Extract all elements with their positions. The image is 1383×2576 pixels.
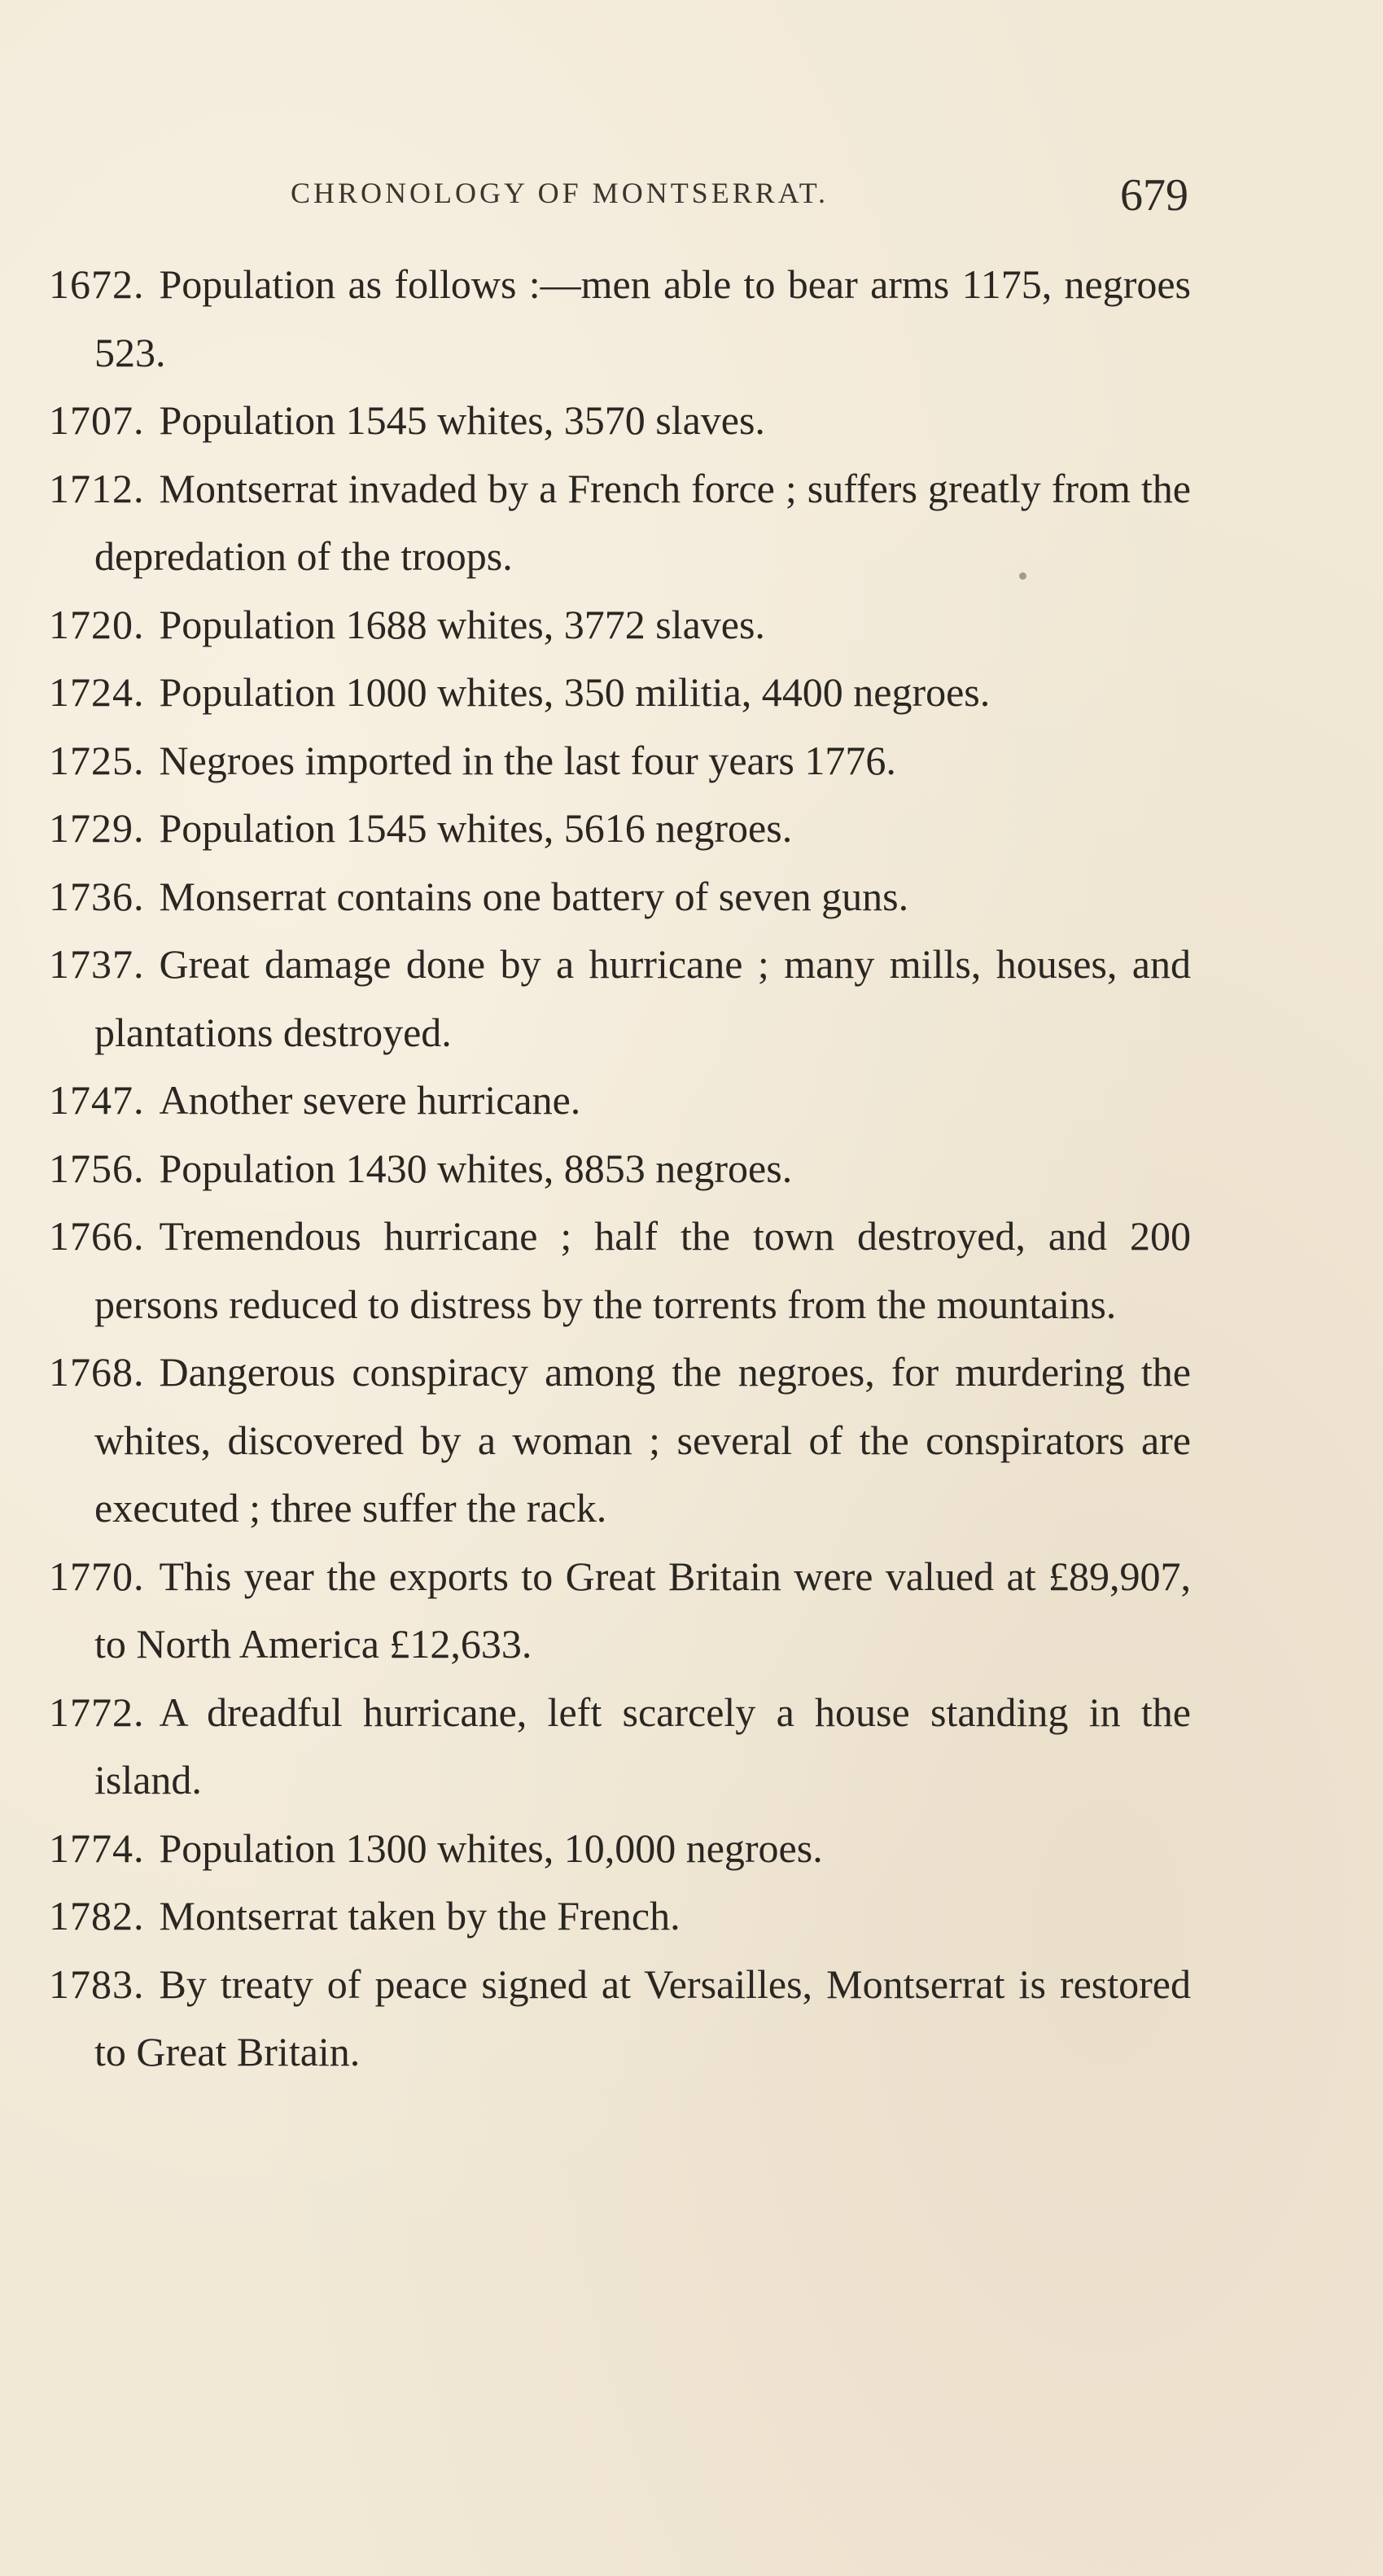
entry-text: Montserrat taken by the French. bbox=[159, 1893, 681, 1939]
entry-text: This year the exports to Great Britain were valued at £89,907, to North America £12,633. bbox=[94, 1553, 1191, 1667]
entry-year: 1737. bbox=[49, 941, 145, 987]
entry-text: Another severe hurricane. bbox=[159, 1077, 581, 1123]
chronology-entry bbox=[49, 1815, 1191, 1883]
page-number: 679 bbox=[1120, 170, 1188, 221]
entry-text: Great damage done by a hurricane ; many mills, houses, and plantations destroyed. bbox=[94, 941, 1191, 1055]
chronology-list bbox=[49, 251, 1191, 2087]
entry-year: 1707. bbox=[49, 397, 145, 443]
chronology-entry bbox=[49, 455, 1191, 591]
entry-year: 1770. bbox=[49, 1553, 145, 1599]
entry-text: By treaty of peace signed at Versailles, Montserrat is restored to Great Britain. bbox=[94, 1960, 1191, 2074]
ink-speck bbox=[1019, 572, 1026, 580]
entry-year: 1712. bbox=[49, 465, 145, 511]
chronology-entry bbox=[49, 1679, 1191, 1815]
chronology-entry bbox=[49, 591, 1191, 659]
chronology-entry bbox=[49, 795, 1191, 863]
entry-text: Population 1300 whites, 10,000 negroes. bbox=[159, 1825, 823, 1871]
entry-year: 1774. bbox=[49, 1825, 145, 1871]
running-head bbox=[291, 169, 1188, 221]
entry-text: Dangerous conspiracy among the negroes, for murdering the whites, discovered by a woman ; several of the conspirators are executed ; three suffer the rack. bbox=[94, 1349, 1191, 1531]
chronology-entry bbox=[49, 1338, 1191, 1543]
chronology-entry bbox=[49, 1135, 1191, 1203]
entry-year: 1772. bbox=[49, 1689, 145, 1735]
entry-year: 1720. bbox=[49, 601, 145, 647]
entry-year: 1729. bbox=[49, 805, 145, 851]
entry-text: Tremendous hurricane ; half the town destroyed, and 200 persons reduced to distress by the torrents from the mountains. bbox=[94, 1213, 1191, 1327]
entry-text: Montserrat invaded by a French force ; suffers greatly from the depredation of the troops. bbox=[94, 465, 1191, 579]
entry-year: 1747. bbox=[49, 1077, 145, 1123]
entry-text: Population 1545 whites, 3570 slaves. bbox=[159, 397, 765, 443]
chronology-entry bbox=[49, 727, 1191, 795]
entry-text: Monserrat contains one battery of seven guns. bbox=[159, 873, 909, 919]
chronology-entry bbox=[49, 1951, 1191, 2087]
entry-year: 1736. bbox=[49, 873, 145, 919]
entry-text: Population 1430 whites, 8853 negroes. bbox=[159, 1145, 793, 1191]
entry-text: Population 1688 whites, 3772 slaves. bbox=[159, 601, 765, 647]
chronology-entry bbox=[49, 1882, 1191, 1951]
entry-year: 1725. bbox=[49, 737, 145, 783]
running-title: CHRONOLOGY OF MONTSERRAT. bbox=[291, 177, 829, 209]
entry-year: 1672. bbox=[49, 261, 145, 307]
chronology-entry bbox=[49, 931, 1191, 1067]
chronology-entry bbox=[49, 387, 1191, 455]
entry-text: Population 1545 whites, 5616 negroes. bbox=[159, 805, 793, 851]
entry-year: 1782. bbox=[49, 1893, 145, 1939]
chronology-entry bbox=[49, 251, 1191, 387]
entry-year: 1766. bbox=[49, 1213, 145, 1259]
chronology-entry bbox=[49, 1203, 1191, 1338]
entry-text: Population 1000 whites, 350 militia, 4400 negroes. bbox=[159, 669, 991, 715]
entry-text: Population as follows :—men able to bear arms 1175, negroes 523. bbox=[94, 261, 1191, 375]
entry-year: 1768. bbox=[49, 1349, 145, 1395]
chronology-entry bbox=[49, 659, 1191, 727]
entry-year: 1724. bbox=[49, 669, 145, 715]
entry-year: 1756. bbox=[49, 1145, 145, 1191]
entry-year: 1783. bbox=[49, 1960, 145, 2007]
chronology-entry bbox=[49, 1543, 1191, 1679]
chronology-entry bbox=[49, 1067, 1191, 1135]
entry-text: Negroes imported in the last four years 1776. bbox=[159, 737, 896, 783]
entry-text: A dreadful hurricane, left scarcely a house standing in the island. bbox=[94, 1689, 1191, 1803]
chronology-entry bbox=[49, 863, 1191, 931]
